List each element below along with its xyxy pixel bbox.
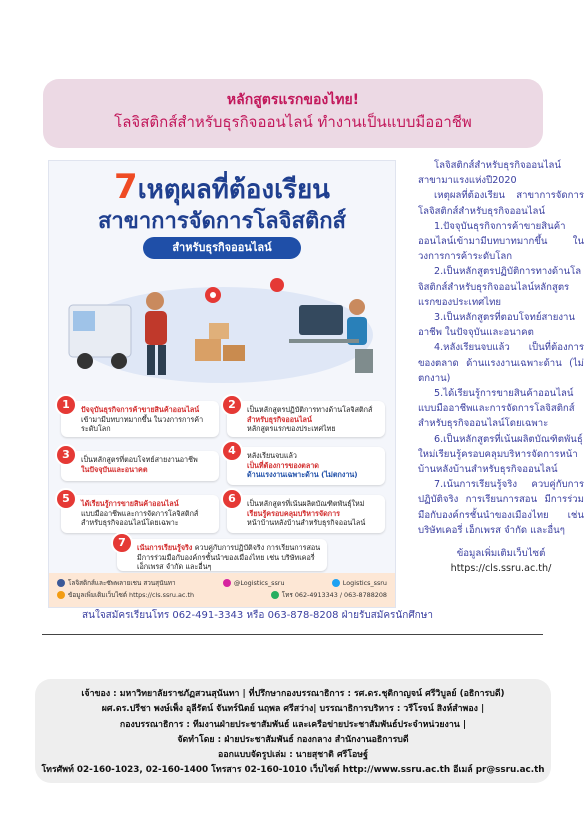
reason-card-1 (61, 398, 219, 437)
more-info-label: ข้อมูลเพิ่มเติมเว็บไซต์ (456, 548, 546, 560)
reason-6-text: เป็นหลักสูตรที่เน้นผลิตบัณฑิตพันธุ์ใหม่ (247, 499, 365, 508)
reason-card-3 (61, 448, 219, 481)
poster-phone: โทร 062-4913343 / 063-8788208 (281, 591, 387, 599)
credits-footer (35, 679, 551, 783)
header-headline: หลักสูตรแรกของไทย! (226, 92, 360, 108)
poster-title-text: เหตุผลที่ต้องเรียน (137, 175, 330, 205)
twitter-icon (332, 579, 340, 587)
article-intro: โลจิสติกส์สำหรับธุรกิจออนไลน์ สาขามาแรงแห่งปี2020 (418, 160, 561, 187)
article-point-4: 4.หลังเรียนจบแล้ว เป็นที่ต้องการของตลาด ด้านแรงงานเฉพาะด้าน (ไม่ตกงาน) (418, 342, 584, 384)
reason-number-7: 7 (111, 532, 133, 554)
reason-1-text: เข้ามามีบทบาทมากขึ้น ในวงการการค้าระดับโลก (81, 414, 204, 433)
credits-advisors: ผศ.ดร.ปรีชา พงษ์เพ็ง อุลีรัตน์ จันทร์นิตย์ นฤพล ศรีสว่าง| บรรณาธิการบริหาร : วรีโรจน์ สิงห์สำพอง | (101, 704, 485, 715)
reason-2-text: เป็นหลักสูตรปฏิบัติการทางด้านโลจิสติกส์ (247, 405, 373, 414)
reason-card-7 (117, 536, 327, 571)
reason-7-text: ควบคู่กับการปฏิบัติจริง การเรียนการสอน มีการร่วมมือกับองค์กรชั้นนำของเมืองไทย เช่น บริษัทเคอรี่ เอ็กเพรส จำกัด และอื่นๆ (137, 543, 321, 571)
poster-contact-bar (49, 573, 395, 607)
reason-3-highlight: ในปัจจุบันและอนาคต (81, 464, 148, 474)
reason-card-5 (61, 492, 219, 533)
poster-subtitle: สาขาการจัดการโลจิสติกส์ (98, 209, 346, 234)
facebook-icon (57, 579, 65, 587)
reason-card-2 (227, 398, 385, 437)
reason-card-6 (227, 492, 385, 533)
reason-number-6: 6 (221, 488, 243, 510)
reason-number-2: 2 (221, 394, 243, 416)
credits-editorial: กองบรรณาธิการ : ทีมงานฝ่ายประชาสัมพันธ์ และเครือข่ายประชาสัมพันธ์ประจำหน่วยงาน | (119, 719, 467, 730)
reason-card-4 (227, 444, 385, 485)
reason-6-highlight: เรียนรู้ครอบคลุมบริหารจัดการ (247, 508, 340, 518)
poster-illustration (63, 265, 383, 385)
poster-twitter: Logistics_ssru (342, 579, 387, 587)
reason-number-3: 3 (55, 444, 77, 466)
credits-designer: ออกแบบจัดรูปเล่ม : นายสุชาติ ศรีโอษฐ์ (218, 750, 368, 761)
reason-7-highlight: เน้นการเรียนรู้จริง (137, 543, 193, 552)
article-point-3: 3.เป็นหลักสูตรที่ตอบโจทย์สายงานอาชีพ ในปัจจุบันและอนาคต (418, 312, 575, 339)
reason-4-text: หลังเรียนจบแล้ว (247, 451, 297, 460)
reason-6-text-2: หน้าบ้านหลังบ้านสำหรับธุรกิจออนไลน์ (247, 518, 366, 527)
poster-website: ข้อมูลเพิ่มเติมเว็บไซต์ https://cls.ssru.ac.th (68, 591, 194, 599)
poster-instagram: @Logistics_ssru (233, 579, 285, 587)
header-subheadline: โลจิสติกส์สำหรับธุรกิจออนไลน์ ทำงานเป็นแบบมืออาชีพ (114, 113, 472, 131)
reason-1-highlight: ปัจจุบันธุรกิจการค้าขายสินค้าออนไลน์ (81, 405, 200, 414)
reason-5-highlight: ได้เรียนรู้การขายสินค้าออนไลน์ (81, 499, 179, 508)
credits-contact: โทรศัพท์ 02-160-1023, 02-160-1400 โทรสาร 02-160-1010 เว็บไซต์ http://www.ssru.ac.th อีเมล์ pr@ssru.ac.th (41, 765, 545, 776)
article-point-7: 7.เน้นการเรียนรู้จริง ควบคู่กับการปฏิบัติจริง การเรียนการสอน มีการร่วมมือกับองค์กรชั้นนำของเมืองไทย เช่น บริษัทเคอรี่ เอ็กเพรส จำกัด และอื่นๆ (418, 479, 584, 536)
reason-2-highlight: สำหรับธุรกิจออนไลน์ (247, 414, 312, 424)
credits-owner: เจ้าของ : มหาวิทยาลัยราชภัฏสวนสุนันทา | ที่ปรึกษากองบรรณาธิการ : รศ.ดร.ชุติกาญจน์ ศรีวิบูลย์ (อธิการบดี) (81, 689, 505, 699)
article-body (418, 158, 584, 576)
reason-number-5: 5 (55, 488, 77, 510)
instagram-icon (223, 579, 231, 587)
web-icon (57, 591, 65, 599)
reason-number-4: 4 (221, 440, 243, 462)
article-point-1: 1.ปัจจุบันธุรกิจการค้าขายสินค้าออนไลน์เข้ามามีบทบาทมากขึ้น ในวงการการค้าระดับโลก (418, 220, 584, 263)
website-link[interactable]: https://cls.ssru.ac.th/ (450, 563, 552, 575)
program-poster (48, 160, 396, 608)
application-contact: สนใจสมัครเรียนโทร 062-491-3343 หรือ 063-878-8208 ฝ่ายรับสมัครนักศึกษา (82, 610, 433, 621)
credits-producer: จัดทำโดย : ฝ่ายประชาสัมพันธ์ กองกลาง สำนักงานอธิการบดี (177, 734, 409, 745)
article-point-5: 5.ได้เรียนรู้การขายสินค้าออนไลน์ แบบมืออาชีพและการจัดการโลจิสติกส์สำหรับธุรกิจออนไลน์โดยเฉพาะ (418, 388, 575, 430)
reason-4-highlight: เป็นที่ต้องการของตลาด (247, 460, 319, 470)
newsletter-header (43, 79, 543, 148)
reason-5-text: แบบมืออาชีพและการจัดการโลจิสติกส์สำหรับธุรกิจออนไลน์โดยเฉพาะ (81, 508, 199, 527)
article-point-6: 6.เป็นหลักสูตรที่เน้นผลิตบัณฑิตพันธุ์ใหม่เรียนรู้ครอบคลุมบริหารจัดการหน้าบ้านหลังบ้านสำหรับธุรกิจออนไลน์ (418, 433, 583, 476)
reason-number-1: 1 (55, 394, 77, 416)
article-lead: เหตุผลที่ต้องเรียน สาขาการจัดการโลจิสติกส์สำหรับธุรกิจออนไลน์ (418, 190, 584, 217)
poster-banner: สำหรับธุรกิจออนไลน์ (143, 237, 301, 259)
reason-3-text: เป็นหลักสูตรที่ตอบโจทย์สายงานอาชีพ (81, 455, 198, 464)
poster-facebook: โลจิสติกส์และซัพพลายเชน สวนสุนันทา (68, 579, 176, 587)
divider (42, 634, 543, 635)
poster-title-number: 7 (114, 167, 138, 207)
phone-icon (271, 591, 279, 599)
reason-4-detail: ด้านแรงงานเฉพาะด้าน (ไม่ตกงาน) (247, 470, 358, 479)
article-point-2: 2.เป็นหลักสูตรปฏิบัติการทางด้านโลจิสติกส์สำหรับธุรกิจออนไลน์หลักสูตรแรกของประเทศไทย (418, 266, 582, 308)
reason-2-text-2: หลักสูตรแรกของประเทศไทย (247, 424, 336, 433)
